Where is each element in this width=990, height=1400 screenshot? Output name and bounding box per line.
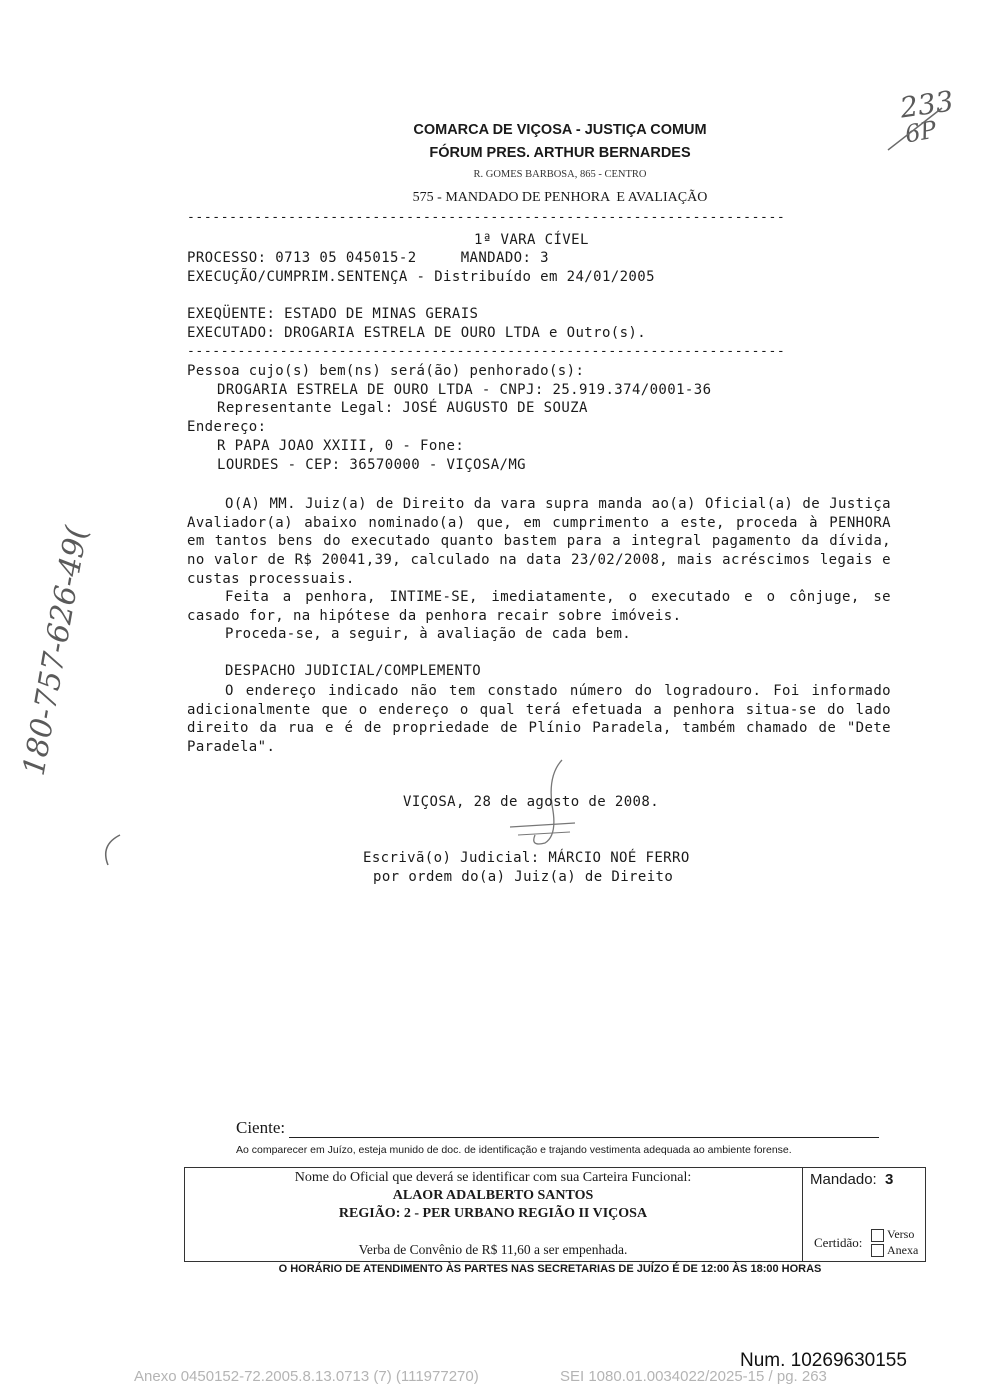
ciente-label: Ciente: bbox=[236, 1118, 286, 1137]
court-address: R. GOMES BARBOSA, 865 - CENTRO bbox=[473, 169, 647, 180]
certidao-label: Certidão: bbox=[814, 1235, 863, 1250]
executado-line: EXECUTADO: DROGARIA ESTRELA DE OURO LTDA e Outro(s). bbox=[187, 325, 647, 341]
anexa-checkbox[interactable] bbox=[871, 1244, 884, 1257]
forum-name: FÓRUM PRES. ARTHUR BERNARDES bbox=[429, 145, 691, 161]
processo-line: PROCESSO: 0713 05 045015-2 MANDADO: 3 bbox=[187, 250, 549, 266]
official-name: ALAOR ADALBERTO SANTOS bbox=[392, 1188, 594, 1203]
handwritten-margin-note: 180-757-626-49( bbox=[16, 523, 95, 779]
handwritten-page-number: 233 bbox=[897, 84, 956, 125]
official-box-divider bbox=[802, 1167, 803, 1261]
document-number: Num. 10269630155 bbox=[740, 1350, 907, 1371]
annex-reference: Anexo 0450152-72.2005.8.13.0713 (7) (111977270) bbox=[134, 1368, 479, 1385]
address-label: Endereço: bbox=[187, 419, 267, 435]
ciente-note: Ao comparecer em Juízo, esteja munido de doc. de identificação e trajando vestimenta adequada ao ambiente forense. bbox=[236, 1144, 792, 1156]
document-type: 575 - MANDADO DE PENHORA E AVALIAÇÃO bbox=[412, 190, 708, 205]
address-line-1: R PAPA JOAO XXIII, 0 - Fone: bbox=[217, 438, 465, 454]
verba-note: Verba de Convênio de R$ 11,60 a ser empenhada. bbox=[358, 1242, 628, 1257]
person-title: Pessoa cujo(s) bem(ns) será(ão) penhorado(s): bbox=[187, 363, 585, 379]
official-region: REGIÃO: 2 - PER URBANO REGIÃO II VIÇOSA bbox=[338, 1206, 648, 1221]
despacho-text: O endereço indicado não tem constado número do logradouro. Foi informado adicionalmente que o endereço o qual terá efetuada a penhora situa-se do lado direito da rua e é de propriedade de Plínio Paradela, também chamado de "Dete Paradela". bbox=[187, 683, 891, 756]
separator-middle: ----------------------------------------------------------------------- bbox=[187, 344, 786, 359]
court-name: COMARCA DE VIÇOSA - JUSTIÇA COMUM bbox=[413, 122, 707, 138]
margin-bracket-mark bbox=[90, 830, 130, 870]
anexa-label: Anexa bbox=[887, 1243, 919, 1257]
mandado-value: 3 bbox=[885, 1171, 894, 1188]
paragraph-evaluation: Proceda-se, a seguir, à avaliação de cada bem. bbox=[225, 626, 632, 642]
paragraph-order: O(A) MM. Juiz(a) de Direito da vara supra manda ao(a) Oficial(a) de Justiça Avaliador(a) abaixo nominado(a) que, em cumprimento a este, proceda à PENHORA em tantos bens do executado quanto bastem para a integral pagamento da dívida, no valor de R$ 20041,39, calculado na data 23/02/2008, mais acréscimos legais e custas processuais. bbox=[187, 496, 891, 587]
separator-top: ----------------------------------------------------------------------- bbox=[187, 210, 786, 225]
person-name-line: DROGARIA ESTRELA DE OURO LTDA - CNPJ: 25.919.374/0001-36 bbox=[217, 382, 712, 398]
ciente-signature-line[interactable] bbox=[289, 1137, 879, 1138]
execucao-line: EXECUÇÃO/CUMPRIM.SENTENÇA - Distribuído em 24/01/2005 bbox=[187, 269, 655, 285]
despacho-title: DESPACHO JUDICIAL/COMPLEMENTO bbox=[225, 663, 482, 679]
verso-label: Verso bbox=[887, 1227, 915, 1241]
address-line-2: LOURDES - CEP: 36570000 - VIÇOSA/MG bbox=[217, 457, 527, 473]
hours-note: O HORÁRIO DE ATENDIMENTO ÀS PARTES NAS SECRETARIAS DE JUÍZO É DE 12:00 ÀS 18:00 HORAS bbox=[278, 1263, 822, 1275]
sei-reference: SEI 1080.01.0034022/2025-15 / pg. 263 bbox=[560, 1368, 827, 1385]
exequente-line: EXEQÜENTE: ESTADO DE MINAS GERAIS bbox=[187, 306, 479, 322]
vara-title: 1ª VARA CÍVEL bbox=[474, 232, 589, 248]
judge-order-line: por ordem do(a) Juiz(a) de Direito bbox=[373, 869, 674, 885]
paragraph-intimation: Feita a penhora, INTIME-SE, imediatamente, o executado e o cônjuge, se casado for, na hipótese da penhora recair sobre imóveis. bbox=[187, 589, 891, 624]
verso-checkbox[interactable] bbox=[871, 1229, 884, 1242]
mandado-label: Mandado: bbox=[810, 1171, 877, 1188]
date-line: VIÇOSA, 28 de agosto de 2008. bbox=[403, 794, 660, 810]
official-instruction: Nome do Oficial que deverá se identificar com sua Carteira Funcional: bbox=[294, 1170, 692, 1185]
clerk-line: Escrivã(o) Judicial: MÁRCIO NOÉ FERRO bbox=[363, 850, 690, 866]
representative-line: Representante Legal: JOSÉ AUGUSTO DE SOUZA bbox=[217, 400, 588, 416]
handwritten-initials: 6P bbox=[902, 115, 939, 149]
